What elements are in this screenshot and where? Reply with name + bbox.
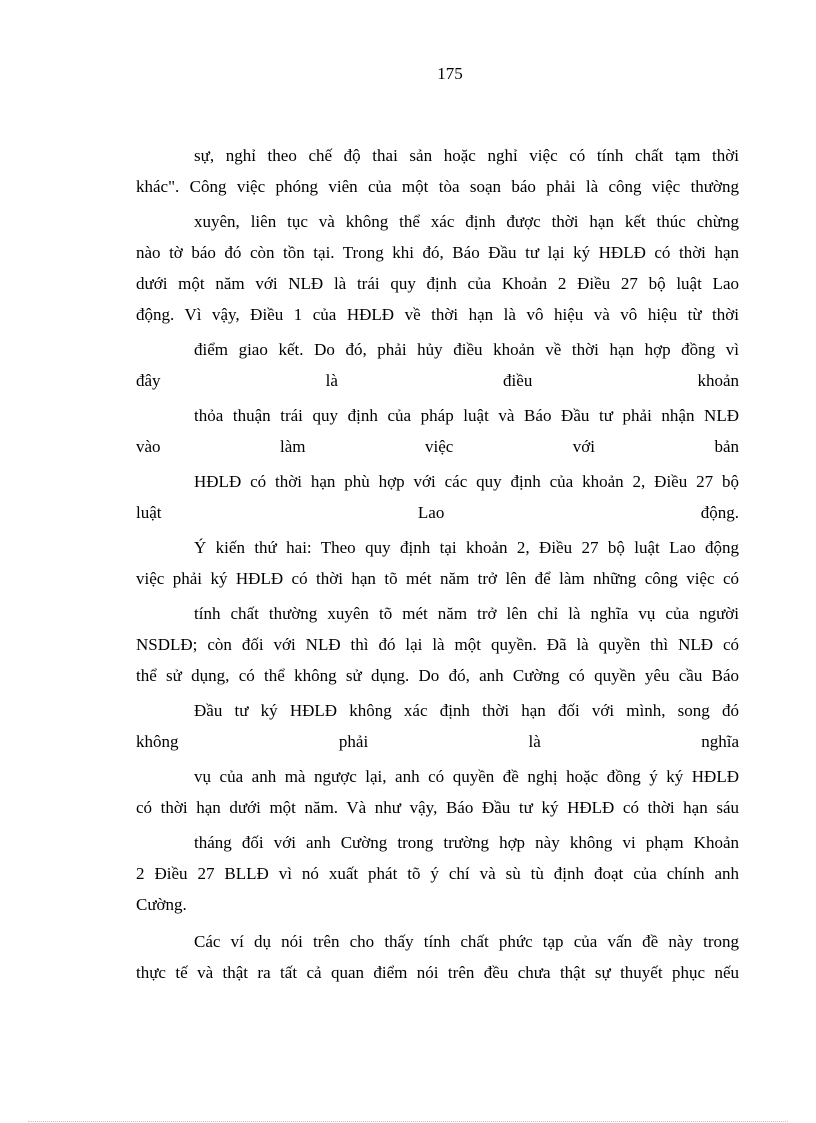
page-number: 175: [437, 64, 463, 83]
text-line: đây là điều khoản: [136, 371, 739, 390]
text-line: vụ của anh mà ngược lại, anh có quyền đề nghị hoặc đồng ý ký HĐLĐ: [194, 767, 739, 786]
text-line: Cường.: [136, 895, 187, 914]
text-line: tháng đối với anh Cường trong trường hợp này không vi phạm Khoản: [194, 833, 739, 852]
text-line: Ý kiến thứ hai: Theo quy định tại khoản 2, Điều 27 bộ luật Lao động: [194, 538, 739, 557]
text-line: Các ví dụ nói trên cho thấy tính chất phức tạp của vấn đề này trong: [194, 932, 739, 951]
text-line: vào làm việc với bản: [136, 437, 739, 456]
text-line: có thời hạn dưới một năm. Và như vậy, Báo Đầu tư ký HĐLĐ có thời hạn sáu: [136, 798, 739, 817]
text-line: không phải là nghĩa: [136, 732, 739, 751]
text-line: việc phải ký HĐLĐ có thời hạn tõ mét năm trở lên để làm những công việc có: [136, 569, 739, 588]
text-line: khác". Công việc phóng viên của một tòa soạn báo phải là công việc thường: [136, 177, 739, 196]
text-line: 2 Điều 27 BLLĐ vì nó xuất phát tõ ý chí và sù tù định đoạt của chính anh: [136, 864, 739, 883]
text-line: động. Vì vậy, Điều 1 của HĐLĐ về thời hạn là vô hiệu và vô hiệu từ thời: [136, 305, 739, 324]
footer-rule: [28, 1121, 788, 1122]
text-line: nào tờ báo đó còn tồn tại. Trong khi đó, Báo Đầu tư lại ký HĐLĐ có thời hạn: [136, 243, 739, 262]
text-line: thực tế và thật ra tất cả quan điểm nói trên đều chưa thật sự thuyết phục nếu: [136, 963, 739, 982]
text-line: xuyên, liên tục và không thể xác định được thời hạn kết thúc chừng: [194, 212, 739, 231]
text-line: NSDLĐ; còn đối với NLĐ thì đó lại là một quyền. Đã là quyền thì NLĐ có: [136, 635, 739, 654]
text-line: luật Lao động.: [136, 503, 739, 522]
body-text: [136, 140, 739, 988]
text-line: thỏa thuận trái quy định của pháp luật và Báo Đầu tư phải nhận NLĐ: [194, 406, 739, 425]
text-line: điểm giao kết. Do đó, phải hủy điều khoản về thời hạn hợp đồng vì: [194, 340, 739, 359]
text-line: sự, nghỉ theo chế độ thai sản hoặc nghỉ việc có tính chất tạm thời: [194, 146, 739, 165]
text-line: Đầu tư ký HĐLĐ không xác định thời hạn đối với mình, song đó: [194, 701, 739, 720]
text-line: thể sử dụng, có thể không sử dụng. Do đó, anh Cường có quyền yêu cầu Báo: [136, 666, 739, 685]
text-line: tính chất thường xuyên tõ mét năm trở lên chỉ là nghĩa vụ của người: [194, 604, 739, 623]
text-line: dưới một năm với NLĐ là trái quy định của Khoản 2 Điều 27 bộ luật Lao: [136, 274, 739, 293]
text-line: HĐLĐ có thời hạn phù hợp với các quy định của khoản 2, Điều 27 bộ: [194, 472, 739, 491]
